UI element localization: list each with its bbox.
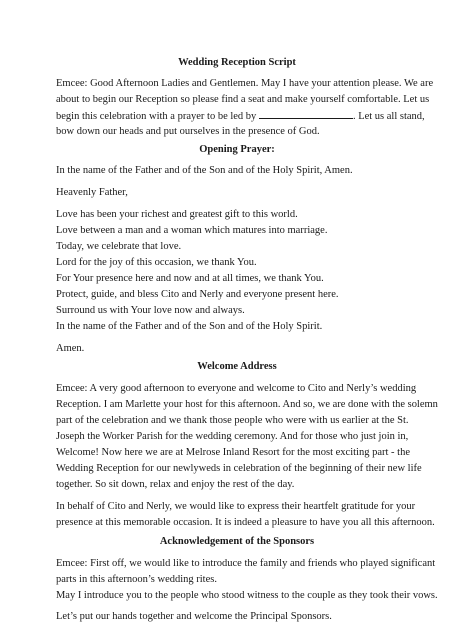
gratitude-line: presence at this memorable occasion. It is indeed a pleasure to have you all this afternoon. (56, 517, 435, 528)
intro-line: Emcee: Good Afternoon Ladies and Gentlemen. May I have your attention please. We are (56, 78, 434, 89)
prayer-salutation: Heavenly Father, (56, 187, 128, 198)
prayer-invocation: In the name of the Father and of the Son and of the Holy Spirit, Amen. (56, 165, 353, 176)
welcome-line: Emcee: A very good afternoon to everyone and welcome to Cito and Nerly’s wedding (56, 383, 417, 394)
document-title: Wedding Reception Script (178, 57, 296, 68)
prayer-line: In the name of the Father and of the Son and of the Holy Spirit. (56, 321, 323, 332)
welcome-line: Welcome! Now here we are at Melrose Inland Resort for the most exciting part - the (56, 447, 410, 458)
sponsors-closing-line: Let’s put our hands together and welcome the Principal Sponsors. (56, 611, 332, 622)
prayer-line: Love has been your richest and greatest gift to this world. (56, 209, 298, 220)
prayer-line: Love between a man and a woman which matures into marriage. (56, 225, 328, 236)
welcome-line: Reception. I am Marlette your host for this afternoon. And so, we are done with the solemn (56, 399, 438, 410)
gratitude-line: In behalf of Cito and Nerly, we would like to express their heartfelt gratitude for your (56, 501, 416, 512)
intro-line: bow down our heads and put ourselves in the presence of God. (56, 126, 320, 137)
prayer-line: For Your presence here and now and at all times, we thank You. (56, 273, 324, 284)
prayer-line: Today, we celebrate that love. (56, 241, 182, 252)
sponsors-line: May I introduce you to the people who stood witness to the couple as they took their vows. (56, 590, 438, 601)
intro-line-start: begin this celebration with a prayer to be led by (56, 111, 259, 122)
sponsors-line: Emcee: First off, we would like to introduce the family and friends who played significant (56, 558, 436, 569)
opening-prayer-heading: Opening Prayer: (199, 144, 275, 155)
name-blank (259, 109, 353, 119)
welcome-line: Wedding Reception for our newlyweds in celebration of the beginning of their new life (56, 463, 422, 474)
welcome-address-heading: Welcome Address (197, 361, 277, 372)
prayer-closing: Amen. (56, 343, 85, 354)
sponsors-line: parts in this afternoon’s wedding rites. (56, 574, 217, 585)
intro-line-with-blank (56, 109, 425, 124)
prayer-line: Protect, guide, and bless Cito and Nerly and everyone present here. (56, 289, 339, 300)
welcome-line: part of the celebration and we thank those people who were with us earlier at the St. (56, 415, 409, 426)
intro-line-end: . Let us all stand, (352, 111, 425, 122)
prayer-line: Surround us with Your love now and always. (56, 305, 245, 316)
prayer-line: Lord for the joy of this occasion, we thank You. (56, 257, 257, 268)
sponsors-heading: Acknowledgement of the Sponsors (159, 536, 315, 547)
intro-line: about to begin our Reception so please find a seat and make yourself comfortable. Let us (56, 94, 430, 105)
welcome-line: Joseph the Worker Parish for the wedding ceremony. And for those who just join in, (56, 431, 409, 442)
welcome-line: together. So sit down, relax and enjoy the rest of the day. (56, 479, 295, 490)
